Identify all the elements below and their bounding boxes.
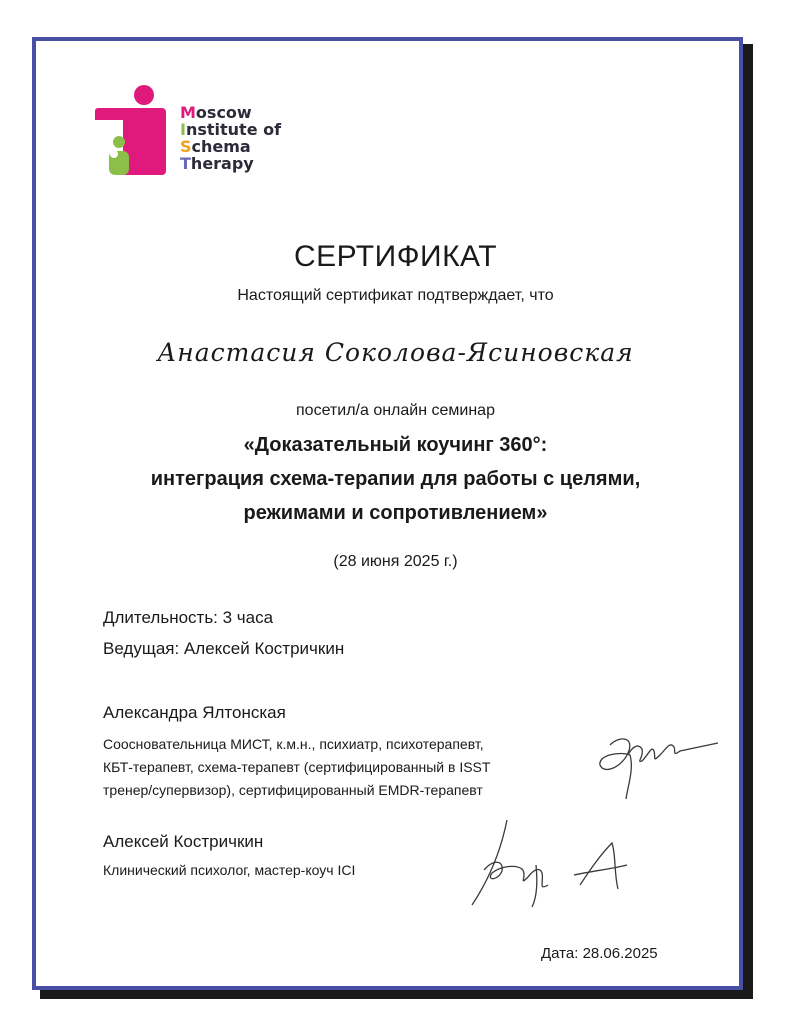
seminar-title-line: интеграция схема-терапии для работы с целями, xyxy=(150,468,641,490)
signatory-2-name: Алексей Костричкин xyxy=(103,832,264,851)
logo-line-2-rest: nstitute of xyxy=(185,120,282,139)
logo-arm xyxy=(95,108,135,120)
logo-line-3-rest: chema xyxy=(191,137,251,156)
logo-line-1-rest: oscow xyxy=(195,103,252,122)
attended-text: посетил/а онлайн семинар xyxy=(296,402,495,419)
issue-date xyxy=(541,945,658,962)
logo-line-3 xyxy=(180,138,281,155)
signature-1 xyxy=(590,725,725,805)
signatory-1-description-line: Соосновательница МИСТ, к.м.н., психиатр, психотерапевт, xyxy=(103,736,484,752)
logo-initial-i: I xyxy=(180,120,186,139)
duration: Длительность: 3 часа xyxy=(103,608,274,627)
host: Ведущая: Алексей Костричкин xyxy=(103,639,345,658)
signatory-1-description-line: тренер/супервизор), сертифицированный EMDR-терапевт xyxy=(103,782,483,798)
seminar-title xyxy=(0,428,791,530)
logo-head-small xyxy=(113,136,125,148)
signature-2 xyxy=(462,815,642,910)
certificate-title: СЕРТИФИКАТ xyxy=(293,240,498,273)
logo-initial-t: T xyxy=(180,154,191,173)
institute-name xyxy=(180,104,281,172)
event-date: (28 июня 2025 г.) xyxy=(333,553,458,570)
signatory-1-description xyxy=(103,733,490,802)
logo-initial-m: M xyxy=(180,103,196,122)
signatory-1-name: Александра Ялтонская xyxy=(103,703,286,722)
issue-date-label: Дата: xyxy=(541,945,579,962)
logo-head-large xyxy=(134,85,154,105)
logo-line-1 xyxy=(180,104,281,121)
logo-line-2 xyxy=(180,121,281,138)
certificate-subtitle: Настоящий сертификат подтверждает, что xyxy=(237,287,554,304)
recipient-name: Анастасия Соколова-Ясиновская xyxy=(157,338,634,367)
seminar-title-line: «Доказательный коучинг 360°: xyxy=(243,434,548,456)
signatory-1-description-line: КБТ-терапевт, схема-терапевт (сертифицированный в ISST xyxy=(103,759,491,775)
seminar-title-line: режимами и сопротивлением» xyxy=(243,502,548,524)
logo-line-4 xyxy=(180,155,281,172)
logo-dot xyxy=(110,150,118,158)
issue-date-value: 28.06.2025 xyxy=(582,945,658,962)
logo-initial-s: S xyxy=(180,137,192,156)
logo-line-4-rest: herapy xyxy=(190,154,254,173)
signatory-2-description: Клинический психолог, мастер-коуч ICI xyxy=(103,862,356,878)
